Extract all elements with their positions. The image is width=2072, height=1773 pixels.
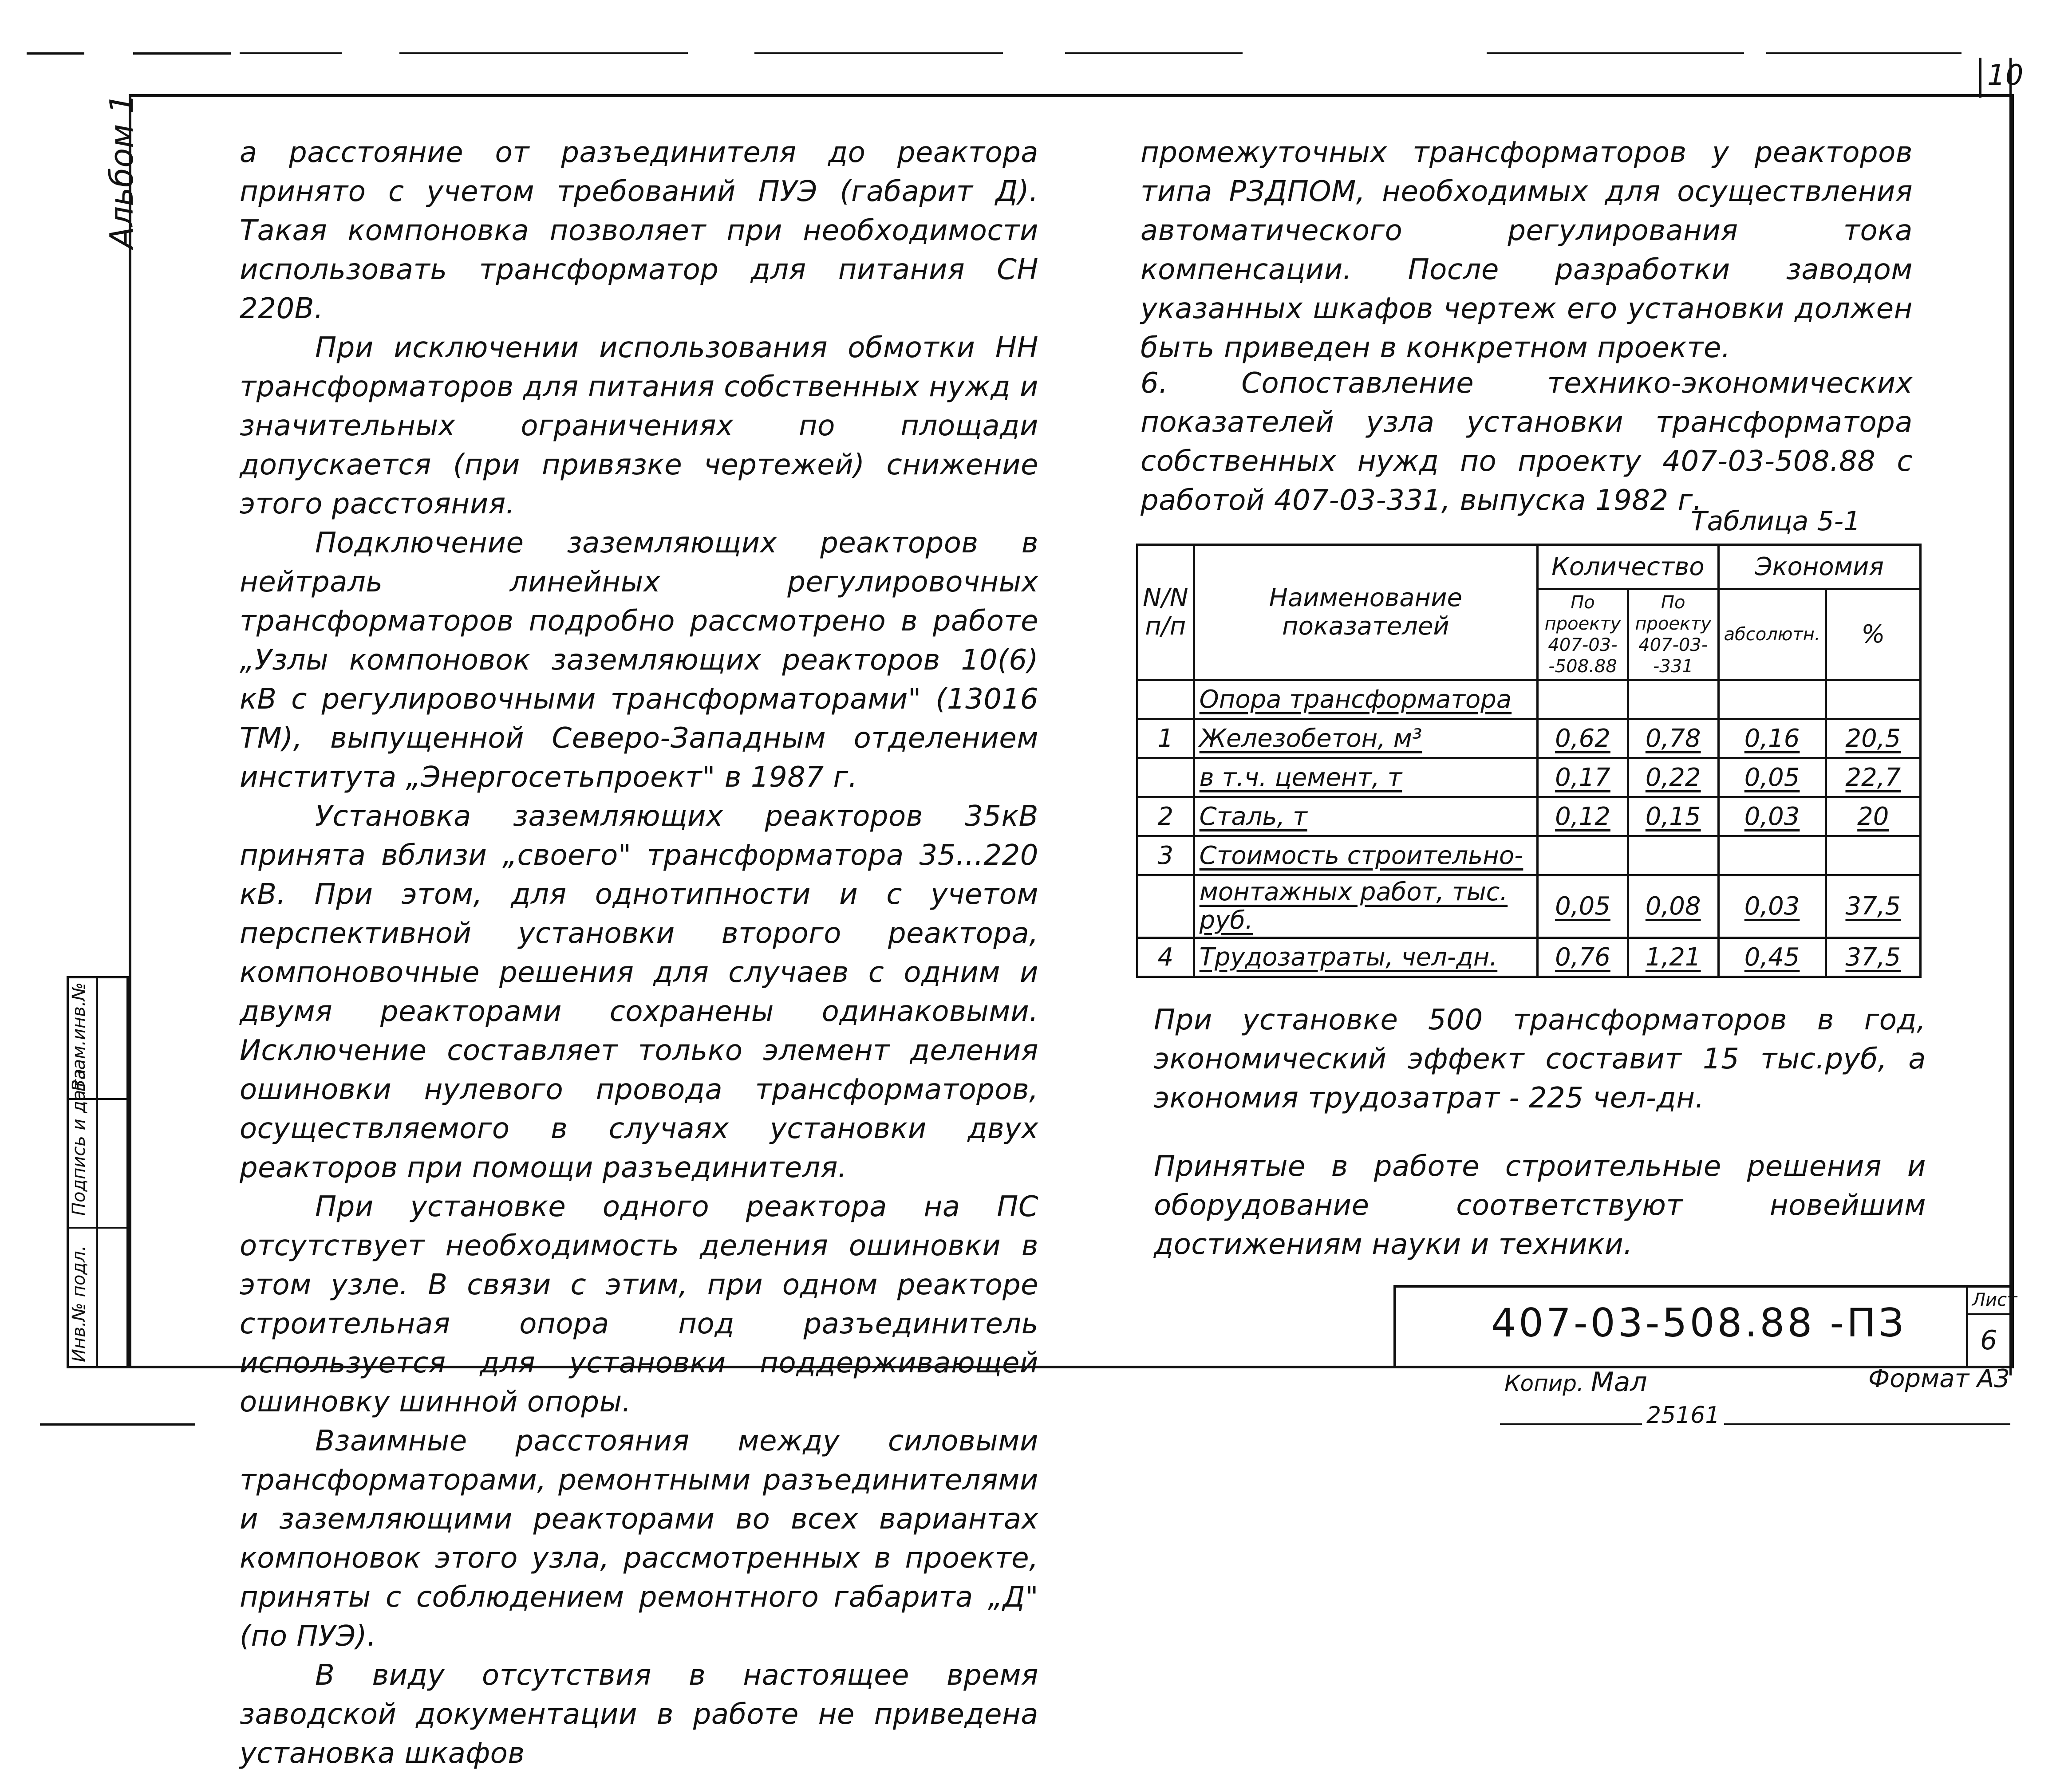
margin-label-sign: Подпись и дата: [69, 1068, 89, 1216]
after-table-text-1: При установке 500 трансформаторов в год, экономический эффект составит 15 тыс.руб, а экономия трудозатрат - 225 чел-дн.: [1154, 1004, 1926, 1115]
after-table-text-2: Принятые в работе строительные решения и оборудование соответствуют новейшим достижениям науки и техники.: [1154, 1150, 1926, 1261]
stamp-top-line: [1393, 1285, 2014, 1288]
table-row: [1137, 836, 1921, 875]
left-paragraph: Установка заземляющих реакторов 35кВ принята вблизи „своего" трансформатора 35...220 кВ. При этом, для однотипности и с учетом перспективной установки второго реактора, компоновочные решения для случаев с одним и двумя реакторами сохранены одинаковыми. Исключение составляет только элемент деления ошиновки нулевого провода трансформаторов, осуществляемого в случаях установки двух реакторов при помощи разъединителя.: [240, 800, 1038, 1184]
left-paragraph: Подключение заземляющих реакторов в нейтраль линейных регулировочных трансформаторов подробно рассмотрено в работе „Узлы компоновок заземляющих реакторов 10(6) кВ с регулировочными трансформаторами" (13016 ТМ), выпущенной Северо-Западным отделением института „Энергосетьпроект" в 1987 г.: [240, 527, 1038, 794]
row-number: 1: [1137, 719, 1194, 758]
header-abs: абсолютн.: [1718, 589, 1826, 680]
row-qty-proj1: 0,05: [1538, 875, 1628, 938]
row-number: 2: [1137, 797, 1194, 836]
copied-label: Копир. Мал: [1504, 1367, 1647, 1398]
row-name: Трудозатраты, чел-дн.: [1194, 938, 1537, 977]
album-label: Альбом 1: [103, 93, 140, 248]
row-number: [1137, 875, 1194, 938]
header-qty: Количество: [1538, 545, 1718, 589]
header-proj1: По проекту 407-03- -508.88: [1538, 589, 1628, 680]
row-econ-abs: 0,03: [1718, 875, 1826, 938]
row-qty-proj2: 0,78: [1628, 719, 1718, 758]
row-econ-abs: 0,05: [1718, 758, 1826, 797]
row-econ-pct: 22,7: [1826, 758, 1920, 797]
row-qty-proj1: [1538, 680, 1628, 719]
row-name: в т.ч. цемент, т: [1194, 758, 1537, 797]
table-row: [1137, 797, 1921, 836]
row-qty-proj1: [1538, 836, 1628, 875]
row-qty-proj2: [1628, 836, 1718, 875]
frame-right-edge: [2009, 58, 2012, 1375]
comparison-table: [1136, 544, 1922, 978]
format-label: Формат А3: [1868, 1364, 2010, 1393]
left-paragraph: а расстояние от разъединителя до реактора принято с учетом требований ПУЭ (габарит Д). Такая компоновка позволяет при необходимости использовать трансформатор для питания СН 220В.: [240, 136, 1038, 325]
row-qty-proj2: 0,22: [1628, 758, 1718, 797]
row-econ-abs: 0,03: [1718, 797, 1826, 836]
row-econ-pct: 37,5: [1826, 875, 1920, 938]
bottom-scan-line: [1500, 1423, 2010, 1425]
row-name: Железобетон, м³: [1194, 719, 1537, 758]
table-row: [1137, 719, 1921, 758]
section-6-paragraph: 6. Сопоставление технико-экономических показателей узла установки трансформатора собственных нужд по проекту 407-03-508.88 с работой 407-03-331, выпуска 1982 г.: [1141, 367, 1913, 517]
row-name: Стоимость строительно-: [1194, 836, 1537, 875]
scan-line: [754, 52, 1003, 54]
row-qty-proj1: 0,17: [1538, 758, 1628, 797]
row-qty-proj1: 0,76: [1538, 938, 1628, 977]
right-paragraph: промежуточных трансформаторов у реакторов типа РЗДПОМ, необходимых для осуществления автоматического регулирования тока компенсации. После разработки заводом указанных шкафов чертеж его установки должен быть приведен в конкретном проекте.: [1141, 136, 1913, 364]
row-qty-proj1: 0,62: [1538, 719, 1628, 758]
stamp-sheet-divider: [1966, 1285, 1968, 1368]
header-num: N/N п/п: [1137, 545, 1194, 680]
scan-line: [240, 52, 342, 54]
frame-top-right-box: [1979, 58, 1981, 98]
left-paragraph: Взаимные расстояния между силовыми трансформаторами, ремонтными разъединителями и заземляющими реакторами во всех вариантах компоновок этого узла, рассмотренных в проекте, приняты с соблюдением ремонтного габарита „Д" (по ПУЭ).: [240, 1425, 1038, 1653]
stamp-sheet-hline: [1966, 1313, 2014, 1315]
sheet-number: 6: [1980, 1325, 1997, 1356]
section-6-text: [1141, 364, 1913, 520]
row-econ-pct: 37,5: [1826, 938, 1920, 977]
left-column-text: [240, 133, 1038, 1773]
header-econ: Экономия: [1718, 545, 1920, 589]
row-qty-proj2: 1,21: [1628, 938, 1718, 977]
row-name: Опора трансформатора: [1194, 680, 1537, 719]
right-top-text: [1141, 133, 1913, 367]
row-number: 4: [1137, 938, 1194, 977]
row-econ-pct: [1826, 680, 1920, 719]
page-number-top: 10: [1987, 59, 2024, 92]
row-qty-proj2: [1628, 680, 1718, 719]
scan-line: [1766, 52, 1961, 54]
row-name: монтажных работ, тыс. руб.: [1194, 875, 1537, 938]
sheet-label: Лист: [1972, 1290, 2017, 1310]
row-econ-pct: [1826, 836, 1920, 875]
bottom-scan-line: [40, 1423, 195, 1426]
scan-line: [1487, 52, 1744, 54]
scan-line: [399, 52, 688, 54]
scan-line: [1065, 52, 1243, 54]
table-row: [1137, 680, 1921, 719]
row-econ-abs: [1718, 680, 1826, 719]
stamp-left-line: [1393, 1285, 1396, 1368]
row-qty-proj2: 0,08: [1628, 875, 1718, 938]
row-econ-abs: 0,45: [1718, 938, 1826, 977]
header-name: Наименование показателей: [1194, 545, 1537, 680]
row-qty-proj2: 0,15: [1628, 797, 1718, 836]
left-paragraph: При установке одного реактора на ПС отсутствует необходимость деления ошиновки в этом узле. В связи с этим, при одном реакторе строительная опора под разъединитель используется для установки поддерживающей ошиновку шинной опоры.: [240, 1190, 1038, 1418]
row-qty-proj1: 0,12: [1538, 797, 1628, 836]
table-row: [1137, 938, 1921, 977]
header-pct: %: [1826, 589, 1920, 680]
left-paragraph: В виду отсутствия в настоящее время заводской документации в работе не приведена установка шкафов: [240, 1659, 1038, 1770]
bottom-number: 25161: [1642, 1402, 1724, 1429]
margin-label-inv: Инв.№ подл.: [69, 1245, 89, 1362]
row-econ-abs: [1718, 836, 1826, 875]
row-number: [1137, 680, 1194, 719]
margin-label-replace: Взам.инв.№: [69, 982, 89, 1091]
table-row: [1137, 758, 1921, 797]
table-caption: Таблица 5-1: [1691, 506, 1861, 537]
row-econ-pct: 20,5: [1826, 719, 1920, 758]
row-name: Сталь, т: [1194, 797, 1537, 836]
table-row: [1137, 875, 1921, 938]
header-proj2: По проекту 407-03- -331: [1628, 589, 1718, 680]
row-number: [1137, 758, 1194, 797]
row-number: 3: [1137, 836, 1194, 875]
left-paragraph: При исключении использования обмотки НН трансформаторов для питания собственных нужд и значительных ограничениях по площади допускается (при привязке чертежей) снижение этого расстояния.: [240, 331, 1038, 520]
scan-line: [133, 52, 231, 55]
document-code: 407-03-508.88 -ПЗ: [1491, 1300, 1906, 1346]
row-econ-pct: 20: [1826, 797, 1920, 836]
row-econ-abs: 0,16: [1718, 719, 1826, 758]
scan-line: [27, 52, 84, 55]
